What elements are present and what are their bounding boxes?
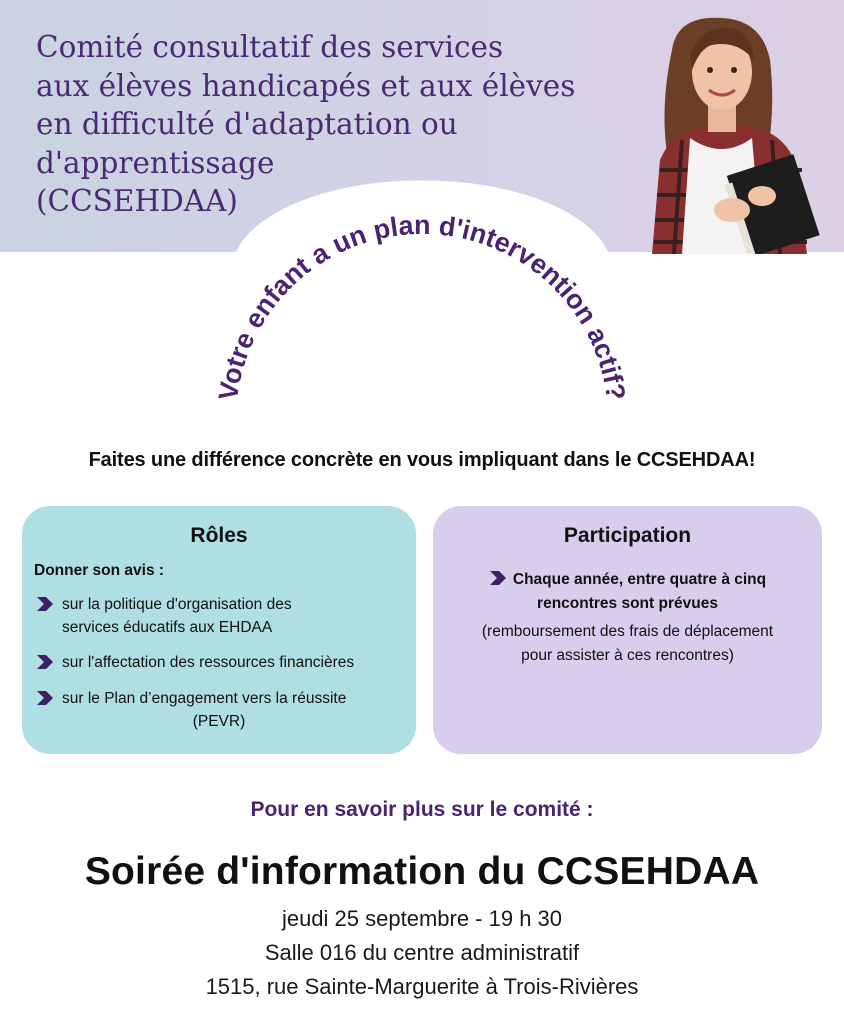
chevron-right-icon xyxy=(36,690,54,706)
arch-graphic xyxy=(0,0,844,440)
participation-bold-text: Chaque année, entre quatre à cinq xyxy=(512,571,767,588)
chevron-right-icon xyxy=(489,570,507,586)
tagline: Faites une différence concrète en vous impliquant dans le CCSEHDAA! xyxy=(88,449,756,471)
roles-card xyxy=(22,506,416,754)
participation-note: (remboursement des frais de déplacement xyxy=(481,623,774,640)
roles-subheading: Donner son avis : xyxy=(34,562,165,579)
list-item xyxy=(36,651,354,674)
title-line: (CCSEHDAA) xyxy=(36,184,238,218)
list-item-text: sur la politique d'organisation des xyxy=(62,596,292,613)
participation-bold-line xyxy=(433,568,822,591)
event-title: Soirée d'information du CCSEHDAA xyxy=(84,850,760,893)
list-item xyxy=(36,687,402,733)
event-date: jeudi 25 septembre - 19 h 30 xyxy=(281,906,563,931)
event-room: Salle 016 du centre administratif xyxy=(264,940,580,965)
title-line: Comité consultatif des services xyxy=(36,30,504,64)
roles-title: Rôles xyxy=(190,524,248,547)
participation-bold-line: rencontres sont prévues xyxy=(537,595,718,612)
list-item-text: (PEVR) xyxy=(192,713,246,730)
title-line: d'apprentissage xyxy=(36,145,275,180)
chevron-right-icon xyxy=(36,654,54,670)
list-item xyxy=(36,593,292,639)
list-item-text: services éducatifs aux EHDAA xyxy=(62,619,273,636)
learn-more-heading: Pour en savoir plus sur le comité : xyxy=(250,798,594,821)
title-line: aux élèves handicapés et aux élèves xyxy=(36,68,576,103)
arch-textpath: Votre enfant a un plan d'intervention actif? xyxy=(213,209,631,403)
participation-note: pour assister à ces rencontres) xyxy=(521,647,734,664)
list-item-text: sur le Plan d’engagement vers la réussite xyxy=(62,690,347,707)
participation-title: Participation xyxy=(563,524,692,547)
chevron-right-icon xyxy=(36,596,54,612)
title-line: en difficulté d'adaptation ou xyxy=(36,107,458,141)
participation-card xyxy=(433,506,822,754)
event-address: 1515, rue Sainte-Marguerite à Trois-Rivières xyxy=(205,974,639,999)
list-item-text: sur l'affectation des ressources financières xyxy=(62,654,355,671)
